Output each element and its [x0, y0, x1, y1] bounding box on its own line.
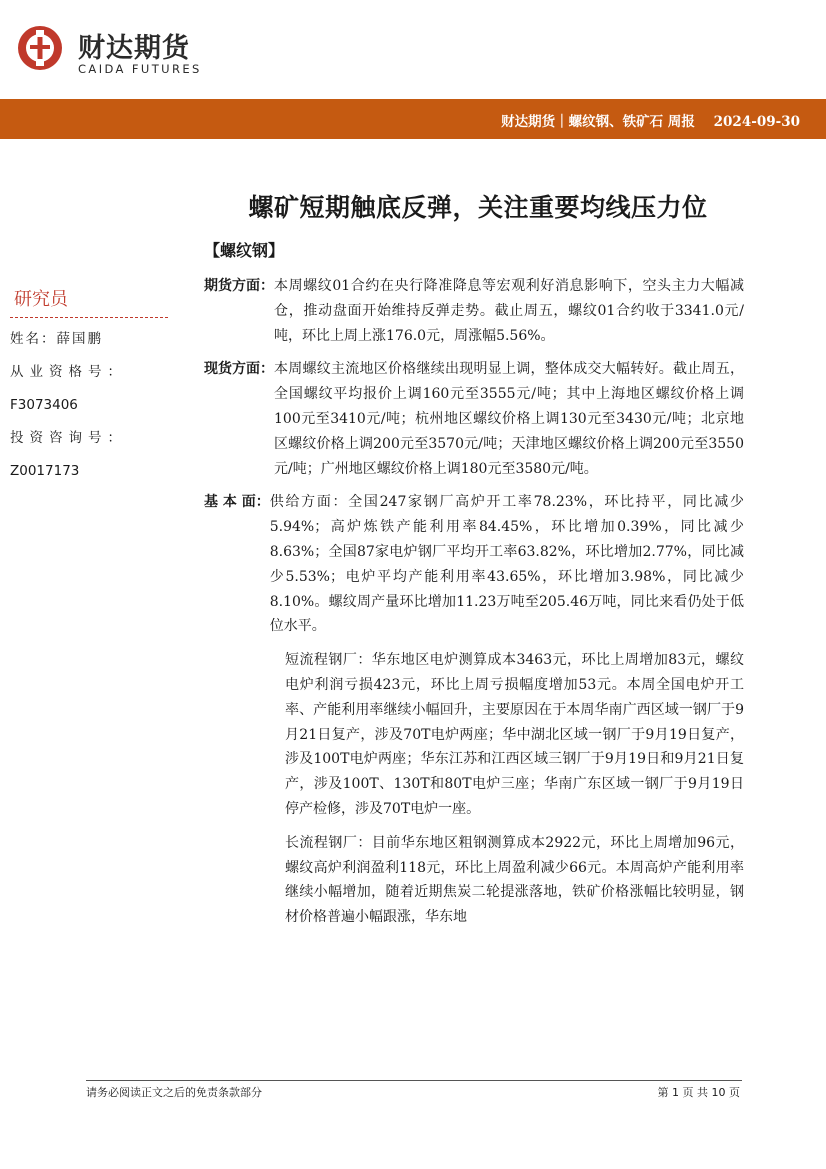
footer-page-number: 第 1 页 共 10 页 — [657, 1086, 740, 1099]
futures-text: 本周螺纹01合约在央行降准降息等宏观利好消息影响下，空头主力大幅减仓，推动盘面开始维持反弹走势。截止周五，螺纹01合约收于3341.0元/吨，环比上周上涨176.0元，周涨幅5.56%。 — [274, 278, 744, 344]
spot-text: 本周螺纹主流地区价格继续出现明显上调，整体成交大幅转好。截止周五，全国螺纹平均报价上调160元至3555元/吨；其中上海地区螺纹价格上调100元至3410元/吨；杭州地区螺纹价格上调130元至3430元/吨；北京地区螺纹价格上调200元至3570元/吨；天津地区螺纹价格上调200元至3550元/吨；广州地区螺纹价格上调180元至3580元/吨。 — [274, 361, 744, 477]
consult-value: Z0017173 — [10, 463, 80, 479]
futures-paragraph — [204, 274, 744, 348]
short-process-paragraph: 短流程钢厂：华东地区电炉测算成本3463元，环比上周增加83元，螺纹电炉利润亏损423元，环比上周亏损幅度增加53元。本周全国电炉开工率、产能利用率继续小幅回升，主要原因在于本周华南广西区域一钢厂于9月21日复产，涉及70T电炉两座；华中湖北区域一钢厂于9月19日复产，涉及100T电炉两座；华东江苏和江西区域三钢厂于9月19日和9月21日复产，涉及100T、130T和80T电炉三座；华南广东区域一钢厂于9月19日停产检修，涉及70T电炉一座。 — [285, 652, 744, 817]
fundamentals-label: 基 本 面： — [204, 494, 270, 511]
fundamentals-text: 供给方面：全国247家钢厂高炉开工率78.23%，环比持平，同比减少5.94%；高炉炼铁产能利用率84.45%，环比增加0.39%，同比减少8.63%；全国87家电炉钢厂平均开工率63.82%，环比增加2.77%，同比减少5.53%；电炉平均产能利用率43.65%，环比增加3.98%，同比减少8.10%。螺纹周产量环比增加11.23万吨至205.46万吨，同比来看仍处于低位水平。 — [269, 494, 744, 635]
long-process-paragraph: 长流程钢厂：目前华东地区粗钢测算成本2922元，环比上周增加96元，螺纹高炉利润盈利118元，环比上周盈利减少66元。本周高炉产能利用率继续小幅增加，随着近期焦炭二轮提涨落地，铁矿价格涨幅比较明显，钢材价格普遍小幅跟涨，华东地 — [285, 834, 744, 926]
analyst-name: 姓名：薛国鹏 — [10, 331, 103, 347]
footer-divider — [86, 1080, 742, 1081]
header-band-text: 财达期货｜螺纹钢、铁矿石 周报 2024-09-30 — [501, 114, 800, 130]
cert-label: 从业资格号： — [10, 364, 127, 380]
header-band — [0, 99, 826, 139]
futures-label: 期货方面： — [204, 278, 274, 294]
company-logo — [16, 22, 216, 82]
report-title: 螺矿短期触底反弹，关注重要均线压力位 — [248, 193, 708, 222]
fundamentals-paragraph — [204, 490, 744, 639]
report-body — [204, 274, 744, 939]
cert-value: F3073406 — [10, 397, 78, 413]
analyst-panel — [10, 285, 170, 483]
spot-paragraph — [204, 357, 744, 481]
logo-english-name: CAIDA FUTURES — [78, 62, 202, 76]
consult-label: 投资咨询号： — [10, 430, 127, 446]
logo-chinese-name: 财达期货 — [78, 33, 190, 64]
analyst-heading: 研究员 — [10, 285, 168, 318]
section-heading: 【螺纹钢】 — [204, 241, 285, 260]
spot-label: 现货方面： — [204, 361, 274, 378]
footer-disclaimer: 请务必阅读正文之后的免责条款部分 — [86, 1086, 262, 1099]
caida-logo-icon — [16, 24, 64, 72]
